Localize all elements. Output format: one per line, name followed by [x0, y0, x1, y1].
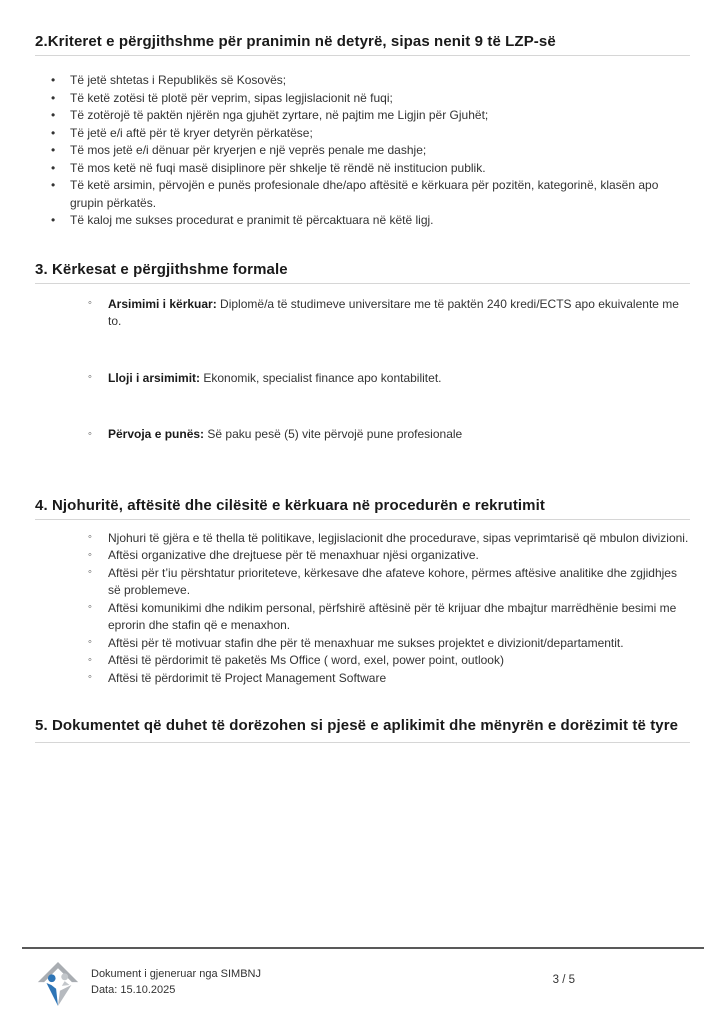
simbnj-logo-icon: [35, 960, 81, 1008]
list-item: [108, 600, 690, 635]
list-item: [108, 565, 690, 600]
list-item: [70, 125, 680, 143]
list-item-lead: Lloji i arsimimit:: [108, 370, 201, 385]
formal-requirements-list: [35, 296, 690, 444]
list-item-text: Aftësi për t’iu përshtatur prioriteteve, kërkesave dhe afateve kohore, përmes aftësive analitike dhe zgjidhjes së problemeve.: [108, 565, 677, 597]
section-formal-requirements: [35, 261, 690, 444]
footer: [35, 960, 690, 1008]
list-item: [108, 547, 690, 565]
knowledge-skills-list: [35, 530, 690, 688]
list-item-text: Të jetë shtetas i Republikës së Kosovës;: [70, 73, 287, 87]
list-item-text: Të mos jetë e/i dënuar për kryerjen e një veprës penale me dashje;: [70, 143, 427, 157]
footer-divider: [22, 947, 704, 949]
list-item-text: Ekonomik, specialist finance apo kontabilitet.: [200, 370, 442, 385]
list-item-text: Të jetë e/i aftë për të kryer detyrën përkatëse;: [70, 125, 313, 140]
criteria-list: [35, 72, 680, 230]
list-item: [108, 296, 690, 331]
list-item-text: Së paku pesë (5) vite përvojë pune profesionale: [204, 427, 463, 441]
list-item: [70, 160, 680, 178]
list-item-text: Njohuri të gjëra e të thella të politikave, legjislacionit dhe procedurave, sipas veprimtarisë që mbulon divizioni.: [108, 530, 689, 545]
list-item: [108, 370, 690, 388]
section-heading: 2.Kriteret e përgjithshme për pranimin në detyrë, sipas nenit 9 të LZP-së: [35, 33, 690, 56]
list-item: [108, 530, 690, 548]
page-number: 3 / 5: [552, 974, 575, 986]
footer-text-block: [91, 960, 261, 998]
list-item: [108, 426, 690, 444]
section-knowledge-skills: [35, 497, 690, 688]
list-item: [70, 90, 680, 108]
section-heading: 3. Kërkesat e përgjithshme formale: [35, 261, 690, 284]
list-item-text: Të mos ketë në fuqi masë disiplinore për shkelje të rëndë në institucion publik.: [70, 160, 486, 175]
list-item: [108, 635, 690, 653]
list-item-text: Të zotërojë të paktën njërën nga gjuhët zyrtare, në pajtim me Ligjin për Gjuhët;: [70, 108, 489, 122]
list-item: [70, 142, 680, 160]
list-item-text: Të ketë zotësi të plotë për veprim, sipas legjislacionit në fuqi;: [70, 90, 393, 105]
footer-date-line: Data: 15.10.2025: [91, 984, 176, 996]
list-item: [70, 107, 680, 125]
list-item-text: Diplomë/a të studimeve universitare me të paktën 240 kredi/ECTS apo ekuivalente me to.: [108, 296, 679, 328]
section-heading: 5. Dokumentet që duhet të dorëzohen si pjesë e aplikimit dhe mënyrën e dorëzimit të tyre: [35, 715, 690, 743]
list-item-lead: Përvoja e punës:: [108, 427, 205, 441]
footer-generated-line: Dokument i gjeneruar nga SIMBNJ: [91, 968, 261, 980]
list-item: [70, 177, 680, 212]
list-item-text: Të kaloj me sukses procedurat e pranimit të përcaktuara në këtë ligj.: [70, 213, 434, 227]
section-documents: [35, 715, 690, 743]
section-heading: 4. Njohuritë, aftësitë dhe cilësitë e kërkuara në procedurën e rekrutimit: [35, 497, 690, 520]
list-item: [70, 212, 680, 230]
section-criteria: [35, 33, 690, 230]
list-item-text: Aftësi të përdorimit të paketës Ms Office ( word, exel, power point, outlook): [108, 653, 504, 667]
list-item-text: Të ketë arsimin, përvojën e punës profesionale dhe/apo aftësitë e kërkuara për pozitën, kategorinë, klasën apo grupin përkatës.: [70, 178, 659, 210]
list-item-text: Aftësi të përdorimit të Project Management Software: [108, 670, 387, 685]
list-item-text: Aftësi komunikimi dhe ndikim personal, përfshirë aftësinë për të krijuar dhe mbajtur marrëdhënie besimi me eprorin dhe stafin që e menaxhon.: [108, 600, 677, 632]
list-item-text: Aftësi për të motivuar stafin dhe për të menaxhuar me sukses projektet e divizionit/departamentit.: [108, 635, 624, 650]
list-item-text: Aftësi organizative dhe drejtuese për të menaxhuar njësi organizative.: [108, 548, 479, 562]
list-item: [70, 72, 680, 90]
list-item-lead: Arsimimi i kërkuar:: [108, 296, 217, 311]
list-item: [108, 652, 690, 670]
list-item: [108, 670, 690, 688]
